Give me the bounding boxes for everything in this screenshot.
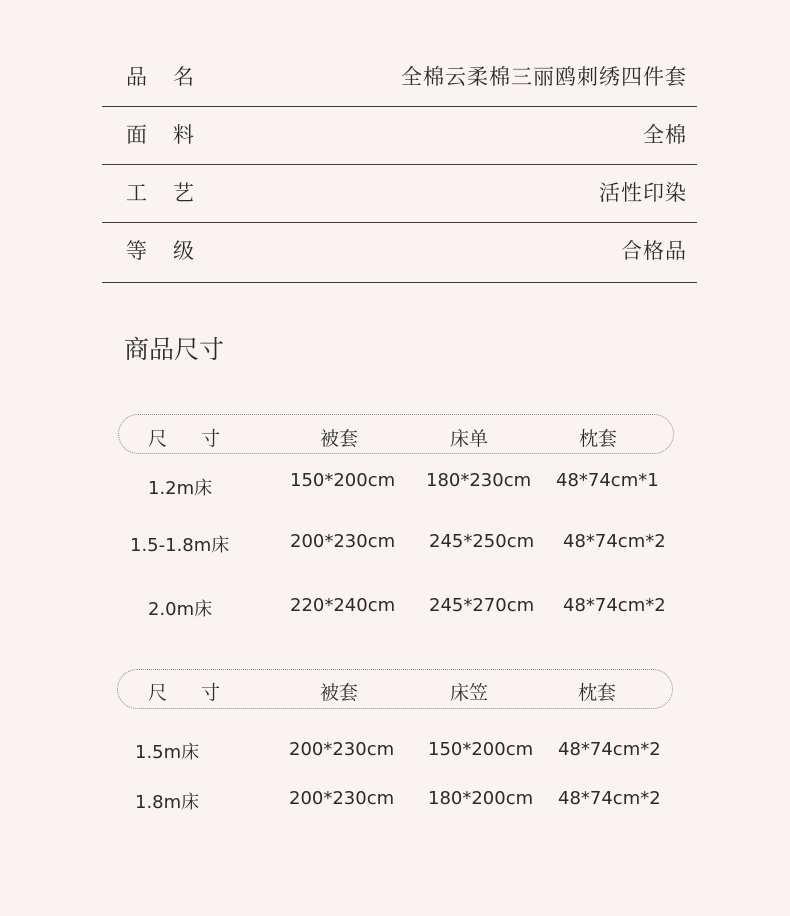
- table-cell: 48*74cm*2: [563, 595, 666, 616]
- spec-row-name: [102, 48, 697, 107]
- table-cell: 48*74cm*1: [556, 470, 659, 491]
- table-cell: 1.5-1.8m床: [130, 535, 230, 556]
- spec-value: 全棉云柔棉三丽鸥刺绣四件套: [401, 65, 687, 89]
- spec-value: 全棉: [643, 123, 687, 147]
- header-duvet: 被套: [320, 682, 359, 704]
- table-cell: 200*230cm: [289, 788, 395, 809]
- header-pillowcase: 枕套: [579, 428, 618, 450]
- table-cell: 48*74cm*2: [558, 788, 661, 809]
- table-cell: 1.8m床: [135, 792, 200, 813]
- table-cell: 150*200cm: [290, 470, 396, 491]
- table-cell: 245*250cm: [429, 531, 535, 552]
- header-duvet: 被套: [320, 428, 359, 450]
- table-cell: 245*270cm: [429, 595, 535, 616]
- table-cell: 150*200cm: [428, 739, 534, 760]
- spec-row-craft: [102, 164, 697, 223]
- table-cell: 1.2m床: [148, 478, 213, 499]
- spec-row-grade: [102, 222, 697, 283]
- table-cell: 200*230cm: [290, 531, 396, 552]
- header-size: 尺 寸: [148, 428, 235, 450]
- table-cell: 220*240cm: [290, 595, 396, 616]
- table-cell: 200*230cm: [289, 739, 395, 760]
- table-cell: 1.5m床: [135, 742, 200, 763]
- header-sheet: 床单: [450, 428, 489, 450]
- spec-label: 等级: [126, 239, 220, 263]
- spec-label: 工艺: [126, 181, 220, 205]
- table-cell: 48*74cm*2: [563, 531, 666, 552]
- size-section-title: 商品尺寸: [124, 335, 225, 364]
- spec-row-fabric: [102, 106, 697, 165]
- spec-value: 活性印染: [599, 181, 687, 205]
- table-cell: 2.0m床: [148, 599, 213, 620]
- table-cell: 48*74cm*2: [558, 739, 661, 760]
- table-cell: 180*230cm: [426, 470, 532, 491]
- spec-value: 合格品: [621, 239, 687, 263]
- spec-label: 品名: [126, 65, 220, 89]
- table-cell: 180*200cm: [428, 788, 534, 809]
- header-pillowcase: 枕套: [578, 682, 617, 704]
- header-size: 尺 寸: [148, 682, 235, 704]
- spec-label: 面料: [126, 123, 220, 147]
- header-fitted-sheet: 床笠: [450, 682, 489, 704]
